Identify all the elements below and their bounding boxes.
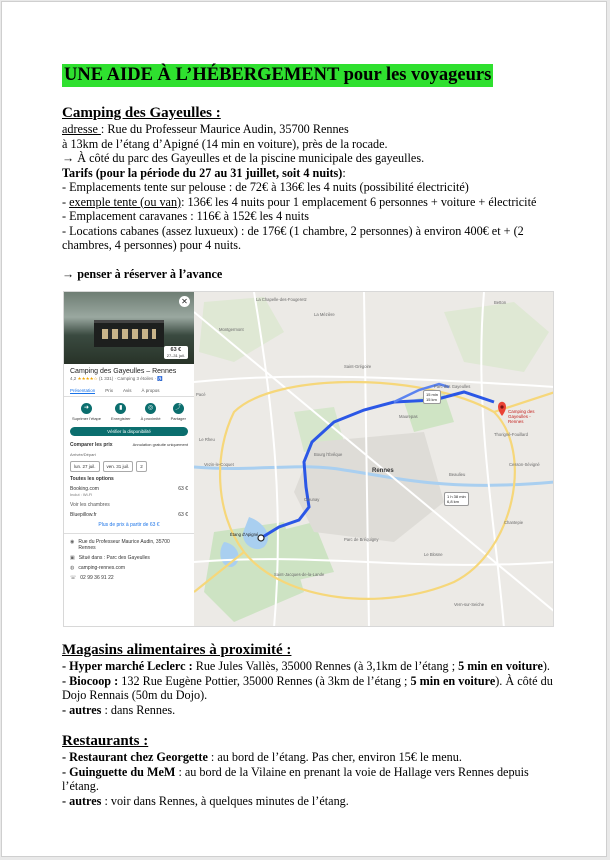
place-tabs <box>64 382 194 397</box>
page-title: UNE AIDE À L’HÉBERGEMENT pour les voyageurs <box>64 65 492 85</box>
place-label: Pacé <box>196 392 206 397</box>
tarif-cabanes: - Locations cabanes (assez luxueux) : de 176€ (1 chambre, 2 personnes) à environ 400€ et + (2 chambres, 4 personnes) pour 4 nuits. <box>62 223 524 252</box>
availability-button[interactable]: Vérifier la disponibilité <box>70 427 188 436</box>
place-label: La Mézière <box>314 312 335 317</box>
place-label: Cleunay <box>304 497 320 502</box>
info-phone[interactable]: ☏ 02 99 36 91 22 <box>70 575 114 581</box>
shop-biocoop: - Biocoop : 132 Rue Eugène Pottier, 35000 Rennes (à 3km de l’étang ; 5 min en voiture). À côté du Dojo Rennais (50m du Dojo). <box>62 673 553 702</box>
resto-autres: - autres : voir dans Rennes, à quelques minutes de l’étang. <box>62 793 349 808</box>
share-icon: ⤴ <box>173 403 184 414</box>
city-label: Rennes <box>372 468 394 474</box>
destination-label: Camping des Gayeulles - Rennes <box>508 409 535 424</box>
info-located-in[interactable]: ▣ Situé dans : Parc des Gayeulles <box>70 555 150 561</box>
place-label: Parc des Gayeulles <box>434 384 471 389</box>
action-proximite[interactable]: ◎ À proximité <box>140 405 161 421</box>
place-label: Saint-Grégoire <box>344 364 372 369</box>
resto-georgette: - Restaurant chez Georgette : au bord de l’étang. Pas cher, environ 15€ le menu. <box>62 750 462 764</box>
compare-row: Comparer les prix Annulation gratuite uniquement <box>70 442 188 448</box>
options-label: Toutes les options <box>70 476 114 482</box>
route-time-box[interactable]: 15 min 15 km <box>423 390 441 404</box>
tab-prix[interactable]: Prix <box>105 388 114 393</box>
directions-icon: ➜ <box>81 403 92 414</box>
address-line <box>62 122 562 137</box>
tarif-tente: - Emplacements tente sur pelouse : de 72€ à 136€ les 4 nuits (possibilité électricité) <box>62 180 469 194</box>
action-partager[interactable]: ⤴ Partager <box>170 405 186 421</box>
tarif-exemple: - exemple tente (ou van): 136€ les 4 nuits pour 1 emplacement 6 personnes + voiture + électricité <box>62 194 537 209</box>
building-image <box>94 320 164 347</box>
place-label: Le Blosne <box>424 552 443 557</box>
place-label: Vezin-le-Coquet <box>204 462 234 467</box>
option-bluepillow[interactable]: Bluepillow.fr 63 € <box>70 512 188 518</box>
distance-line: à 13km de l’étang d’Apigné (14 min en voiture), près de la rocade. <box>62 136 388 151</box>
action-enregistrer[interactable]: ▮ Enregistrer <box>111 405 131 421</box>
place-label: Betton <box>494 300 507 305</box>
place-panel <box>64 292 195 627</box>
tarif-caravanes: - Emplacement caravanes : 116€ à 152€ les 4 nuits <box>62 209 309 223</box>
place-label: Chantepie <box>504 520 524 525</box>
place-label: La Chapelle-des-Fougeretz <box>256 297 307 302</box>
checkin-date[interactable]: lun. 27 juil. <box>70 461 100 472</box>
place-label: Bourg l'Évêque <box>314 452 343 457</box>
origin-marker[interactable] <box>258 535 264 541</box>
place-name: Camping des Gayeulles – Rennes <box>70 368 177 375</box>
shop-autres: - autres : dans Rennes. <box>62 702 176 717</box>
close-icon[interactable]: ✕ <box>179 296 190 307</box>
route-time-box-alt[interactable]: 1 h 38 min 6,8 km <box>444 492 469 506</box>
nearby-line: → À côté du parc des Gayeulles et de la piscine municipale des gayeulles. <box>62 151 425 165</box>
shop-leclerc: - Hyper marché Leclerc : Rue Jules Vallès, 35000 Rennes (à 3,1km de l’étang ; 5 min en voiture). <box>62 659 550 673</box>
nearby-icon: ◎ <box>145 403 156 414</box>
place-rating: 4,2 ★★★★☆ (1 331) · Camping 3 étoiles · ♿ <box>70 376 163 381</box>
place-actions <box>64 397 194 423</box>
date-pickers <box>64 459 194 474</box>
stars-icon: ★★★★☆ <box>77 376 98 381</box>
place-label: Maurepas <box>399 414 418 419</box>
divider <box>64 533 194 534</box>
tarifs-heading: Tarifs (pour la période du 27 au 31 juillet, soit 4 nuits): <box>62 165 346 180</box>
place-label: Le Rheu <box>199 437 215 442</box>
reserve-note: → penser à réserver à l’avance <box>62 266 223 281</box>
document-content <box>62 64 562 281</box>
camping-heading: Camping des Gayeulles : <box>62 105 221 121</box>
restaurants-heading: Restaurants : <box>62 733 149 749</box>
map-canvas <box>194 292 554 627</box>
option-booking[interactable]: Booking.com Inclut : Wi-Fi 63 € <box>70 486 188 497</box>
guests-select[interactable]: 2 <box>136 461 147 472</box>
action-itineraire[interactable]: ➜ Suprimer l'étape <box>72 405 101 421</box>
info-website[interactable]: ◍ camping-rennes.com <box>70 565 126 571</box>
document-content-lower <box>62 642 562 808</box>
view-rooms-link[interactable]: Voir les chambres <box>70 502 110 508</box>
place-photo <box>64 292 194 364</box>
building-icon: ▣ <box>70 555 75 561</box>
place-label: Montgermont <box>219 327 244 332</box>
tab-a-propos[interactable]: À propos <box>141 388 160 393</box>
place-label: Saint-Jacques-de-la-Lande <box>274 572 325 577</box>
place-label: Vern-sur-Seiche <box>454 602 485 607</box>
address-label: adresse <box>62 122 101 136</box>
location-pin-icon: ◉ <box>70 539 75 545</box>
place-label: Thorigné-Fouillard <box>494 432 528 437</box>
checkout-date[interactable]: ven. 31 juil. <box>103 461 134 472</box>
place-label: Cesson-Sévigné <box>509 462 540 467</box>
address-text: : Rue du Professeur Maurice Audin, 35700 Rennes <box>100 122 349 136</box>
document-page <box>1 1 607 857</box>
info-address[interactable]: ◉ Rue du Professeur Maurice Audin, 35700 Rennes <box>70 539 170 551</box>
tab-presentation[interactable]: Présentation <box>70 388 96 393</box>
tab-avis[interactable]: Avis <box>123 388 132 393</box>
shops-heading: Magasins alimentaires à proximité : <box>62 642 292 658</box>
origin-label: Étang d'Apigné <box>230 532 259 537</box>
more-prices-link[interactable]: Plus de prix à partir de 63 € <box>98 522 160 528</box>
resto-guinguette: - Guinguette du MeM : au bord de la Vilaine en prenant la voie de Hallage vers Rennes depuis l’étang. <box>62 764 529 793</box>
phone-icon: ☏ <box>70 575 77 581</box>
place-label: Parc de Bréquigny <box>344 537 379 542</box>
map-screenshot <box>63 291 554 627</box>
price-tag[interactable]: 63 € 27–31 juil. <box>164 346 188 359</box>
globe-icon: ◍ <box>70 565 75 571</box>
map-area[interactable] <box>194 292 554 627</box>
place-label: Beaulieu <box>449 472 466 477</box>
arrival-label: Arrivée/Départ <box>70 452 96 457</box>
bookmark-icon: ▮ <box>115 403 126 414</box>
